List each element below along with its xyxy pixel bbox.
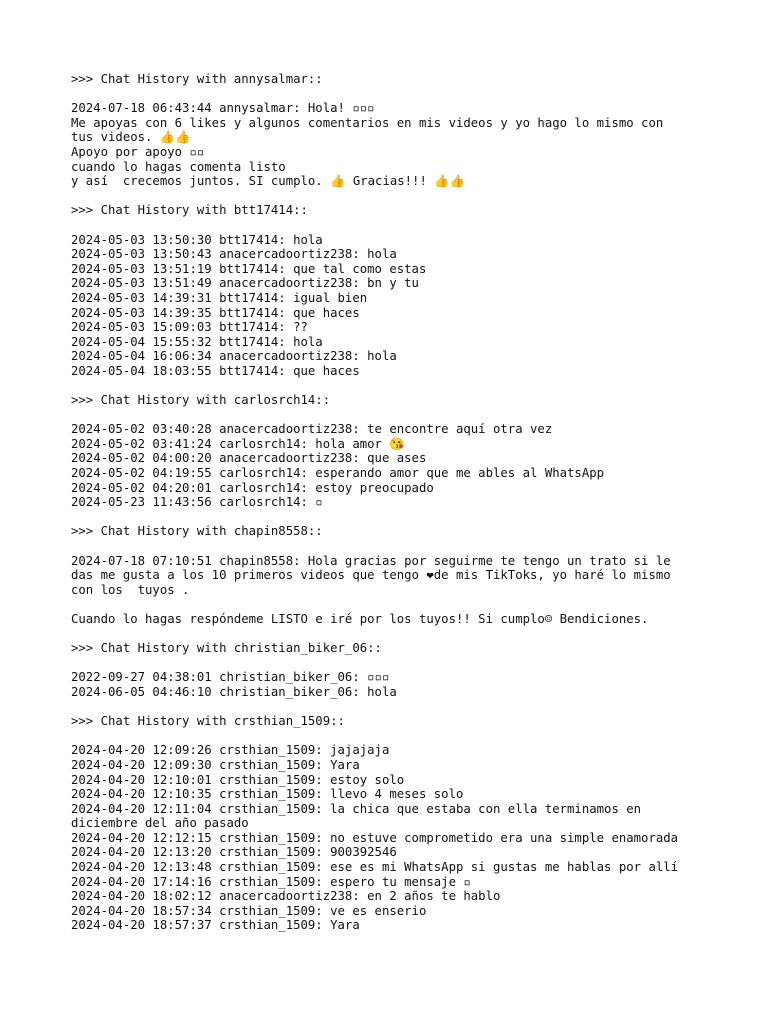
chat-line: y así crecemos juntos. SI cumplo. 👍 Gracias!!! 👍👍 — [71, 174, 465, 189]
chat-line: 2024-05-03 14:39:31 btt17414: igual bien — [71, 290, 368, 305]
chat-line: 2024-05-02 04:00:20 anacercadoortiz238: que ases — [71, 451, 427, 466]
chat-line: 2024-04-20 18:02:12 anacercadoortiz238: en 2 años te hablo — [71, 889, 501, 904]
spacer — [71, 218, 701, 233]
chat-line: Me apoyas con 6 likes y algunos comentarios en mis videos y yo hago lo mismo con — [71, 115, 664, 130]
chat-line: 2024-06-05 04:46:10 christian_biker_06: hola — [71, 684, 397, 699]
spacer — [71, 656, 701, 671]
chat-line: 2024-04-20 12:13:20 crsthian_1509: 900392546 — [71, 845, 397, 860]
chat-line: 2024-04-20 12:13:48 crsthian_1509: ese es mi WhatsApp si gustas me hablas por allí — [71, 860, 679, 875]
chat-line: tus videos. 👍👍 — [71, 130, 191, 145]
chat-line: 2024-04-20 18:57:34 crsthian_1509: ve es enserio — [71, 903, 427, 918]
chat-line: cuando lo hagas comenta listo — [71, 159, 286, 174]
spacer — [71, 627, 701, 642]
chat-line: 2024-05-03 13:50:30 btt17414: hola — [71, 232, 323, 247]
chat-line: 2024-05-02 04:19:55 carlosrch14: esperando amor que me ables al WhatsApp — [71, 466, 605, 481]
chat-line: 2024-05-04 15:55:32 btt17414: hola — [71, 334, 323, 349]
chat-line: 2024-05-04 16:06:34 anacercadoortiz238: hola — [71, 349, 397, 364]
chat-line: 2024-05-02 03:40:28 anacercadoortiz238: te encontre aquí otra vez — [71, 422, 553, 437]
chat-line — [71, 597, 701, 612]
chat-line: 2024-07-18 07:10:51 chapin8558: Hola gracias por seguirme te tengo un trato si le — [71, 553, 671, 568]
chat-line: Cuando lo hagas respóndeme LISTO e iré por los tuyos!! Si cumplo☺ Bendiciones. — [71, 611, 649, 626]
chat-line: 2024-05-03 14:39:35 btt17414: que haces — [71, 305, 360, 320]
section-header-christian-biker-06: >>> Chat History with christian_biker_06:: — [71, 641, 382, 656]
section-header-carlosrch14: >>> Chat History with carlosrch14:: — [71, 393, 331, 408]
chat-line: 2024-05-02 03:41:24 carlosrch14: hola amor 😘 — [71, 436, 405, 451]
spacer — [71, 189, 701, 204]
chat-line: 2024-04-20 12:10:01 crsthian_1509: estoy solo — [71, 772, 405, 787]
chat-line: 2024-04-20 12:12:15 crsthian_1509: no estuve comprometido era una simple enamorada — [71, 830, 679, 845]
chat-history-document — [71, 72, 701, 933]
spacer — [71, 729, 701, 744]
section-header-annysalmar: >>> Chat History with annysalmar:: — [71, 72, 323, 86]
chat-line: 2024-04-20 17:14:16 crsthian_1509: espero tu mensaje ▫ — [71, 874, 471, 889]
spacer — [71, 408, 701, 423]
spacer — [71, 700, 701, 715]
chat-line: 2024-05-23 11:43:56 carlosrch14: ▫ — [71, 495, 323, 510]
chat-line: das me gusta a los 10 primeros videos que tengo ❤de mis TikToks, yo haré lo mismo — [71, 568, 671, 583]
chat-line: 2024-05-03 15:09:03 btt17414: ?? — [71, 320, 308, 335]
chat-line: 2024-04-20 18:57:37 crsthian_1509: Yara — [71, 918, 360, 933]
chat-line: 2024-04-20 12:09:26 crsthian_1509: jajajaja — [71, 743, 390, 758]
chat-line: diciembre del año pasado — [71, 816, 249, 831]
chat-line: 2022-09-27 04:38:01 christian_biker_06: ▫▫▫ — [71, 670, 390, 685]
chat-line: 2024-05-03 13:51:49 anacercadoortiz238: bn y tu — [71, 276, 419, 291]
spacer — [71, 539, 701, 554]
chat-line: 2024-04-20 12:10:35 crsthian_1509: llevo 4 meses solo — [71, 787, 464, 802]
chat-line: 2024-04-20 12:09:30 crsthian_1509: Yara — [71, 757, 360, 772]
chat-line: con los tuyos . — [71, 582, 190, 597]
section-header-chapin8558: >>> Chat History with chapin8558:: — [71, 524, 323, 539]
chat-line: 2024-05-03 13:50:43 anacercadoortiz238: hola — [71, 247, 397, 262]
spacer — [71, 378, 701, 393]
chat-line: 2024-05-04 18:03:55 btt17414: que haces — [71, 363, 360, 378]
section-header-btt17414: >>> Chat History with btt17414:: — [71, 203, 308, 218]
chat-line: 2024-05-02 04:20:01 carlosrch14: estoy preocupado — [71, 480, 434, 495]
spacer — [71, 510, 701, 525]
chat-line: 2024-07-18 06:43:44 annysalmar: Hola! ▫▫▫ — [71, 101, 375, 116]
chat-line: 2024-04-20 12:11:04 crsthian_1509: la chica que estaba con ella terminamos en — [71, 801, 642, 816]
chat-line: 2024-05-03 13:51:19 btt17414: que tal como estas — [71, 261, 427, 276]
chat-line: Apoyo por apoyo ▫▫ — [71, 144, 205, 159]
spacer — [71, 87, 701, 102]
section-header-crsthian-1509: >>> Chat History with crsthian_1509:: — [71, 714, 345, 729]
